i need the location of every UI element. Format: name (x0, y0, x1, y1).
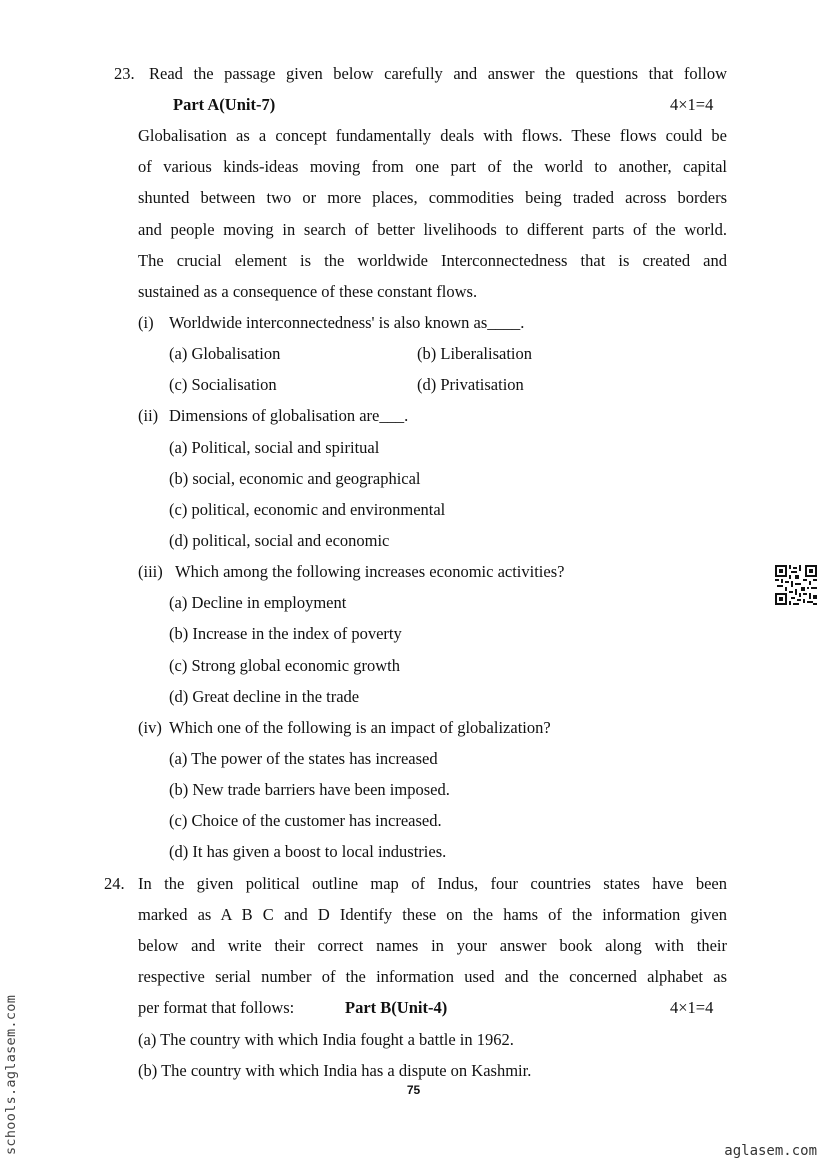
q24-format-line: per format that follows: (138, 998, 295, 1017)
q-iv-text: Which one of the following is an impact of globalization? (169, 718, 551, 737)
q-iv-option-a: (a) The power of the states has increased (169, 749, 438, 768)
q-iv-label: (iv) (138, 718, 162, 737)
q-iii-option-a: (a) Decline in employment (169, 593, 347, 612)
q-ii-text: Dimensions of globalisation are___. (169, 406, 409, 425)
q23-passage-line: sustained as a consequence of these constant flows. (138, 282, 478, 301)
q23-part-label: Part A(Unit-7) (173, 95, 276, 114)
q23-passage-line: and people moving in search of better livelihoods to different parts of the world. (138, 220, 727, 239)
q-iii-label: (iii) (138, 562, 163, 581)
q23-marks: 4×1=4 (670, 95, 714, 114)
side-watermark: schools.aglasem.com (3, 994, 19, 1155)
q24-line: respective serial number of the information used and the concerned alphabet as (138, 967, 727, 986)
q24-item-a: (a) The country with which India fought a battle in 1962. (138, 1030, 514, 1049)
q-i-text: Worldwide interconnectedness' is also known as____. (169, 313, 525, 332)
q-ii-option-d: (d) political, social and economic (169, 531, 390, 550)
q-ii-label: (ii) (138, 406, 159, 425)
q-iii-text: Which among the following increases economic activities? (175, 562, 565, 581)
q-iv-option-b: (b) New trade barriers have been imposed. (169, 780, 450, 799)
q-ii-option-b: (b) social, economic and geographical (169, 469, 421, 488)
q-iv-option-c: (c) Choice of the customer has increased. (169, 811, 442, 830)
q23-number: 23. (114, 64, 135, 83)
q23-passage-line: of various kinds-ideas moving from one part of the world to another, capital (138, 157, 727, 176)
q24-part-label: Part B(Unit-4) (345, 998, 448, 1017)
qr-code-icon (775, 565, 817, 605)
q-i-option-b: (b) Liberalisation (417, 344, 533, 363)
q23-passage-line: The crucial element is the worldwide Interconnectedness that is created and (138, 251, 727, 270)
q-i-label: (i) (138, 313, 154, 332)
q-iii-option-b: (b) Increase in the index of poverty (169, 624, 402, 643)
site-footer: aglasem.com (724, 1143, 817, 1159)
q-ii-option-a: (a) Political, social and spiritual (169, 438, 380, 457)
q-i-option-d: (d) Privatisation (417, 375, 524, 394)
q23-intro: Read the passage given below carefully and answer the questions that follow (149, 64, 727, 83)
q23-passage-line: shunted between two or more places, commodities being traded across borders (138, 188, 727, 207)
q24-number: 24. (104, 874, 125, 893)
q-i-option-a: (a) Globalisation (169, 344, 281, 363)
q-iii-option-c: (c) Strong global economic growth (169, 656, 400, 675)
q23-passage-line: Globalisation as a concept fundamentally deals with flows. These flows could be (138, 126, 727, 145)
q24-line: below and write their correct names in your answer book along with their (138, 936, 727, 955)
q24-line: In the given political outline map of Indus, four countries states have been (138, 874, 727, 893)
q24-marks: 4×1=4 (670, 998, 714, 1017)
q-iv-option-d: (d) It has given a boost to local industries. (169, 842, 447, 861)
q-ii-option-c: (c) political, economic and environmental (169, 500, 446, 519)
page-number: 75 (406, 1083, 421, 1097)
q24-line: marked as A B C and D Identify these on the hams of the information given (138, 905, 727, 924)
q-i-option-c: (c) Socialisation (169, 375, 277, 394)
q-iii-option-d: (d) Great decline in the trade (169, 687, 360, 706)
q24-item-b: (b) The country with which India has a dispute on Kashmir. (138, 1061, 532, 1080)
